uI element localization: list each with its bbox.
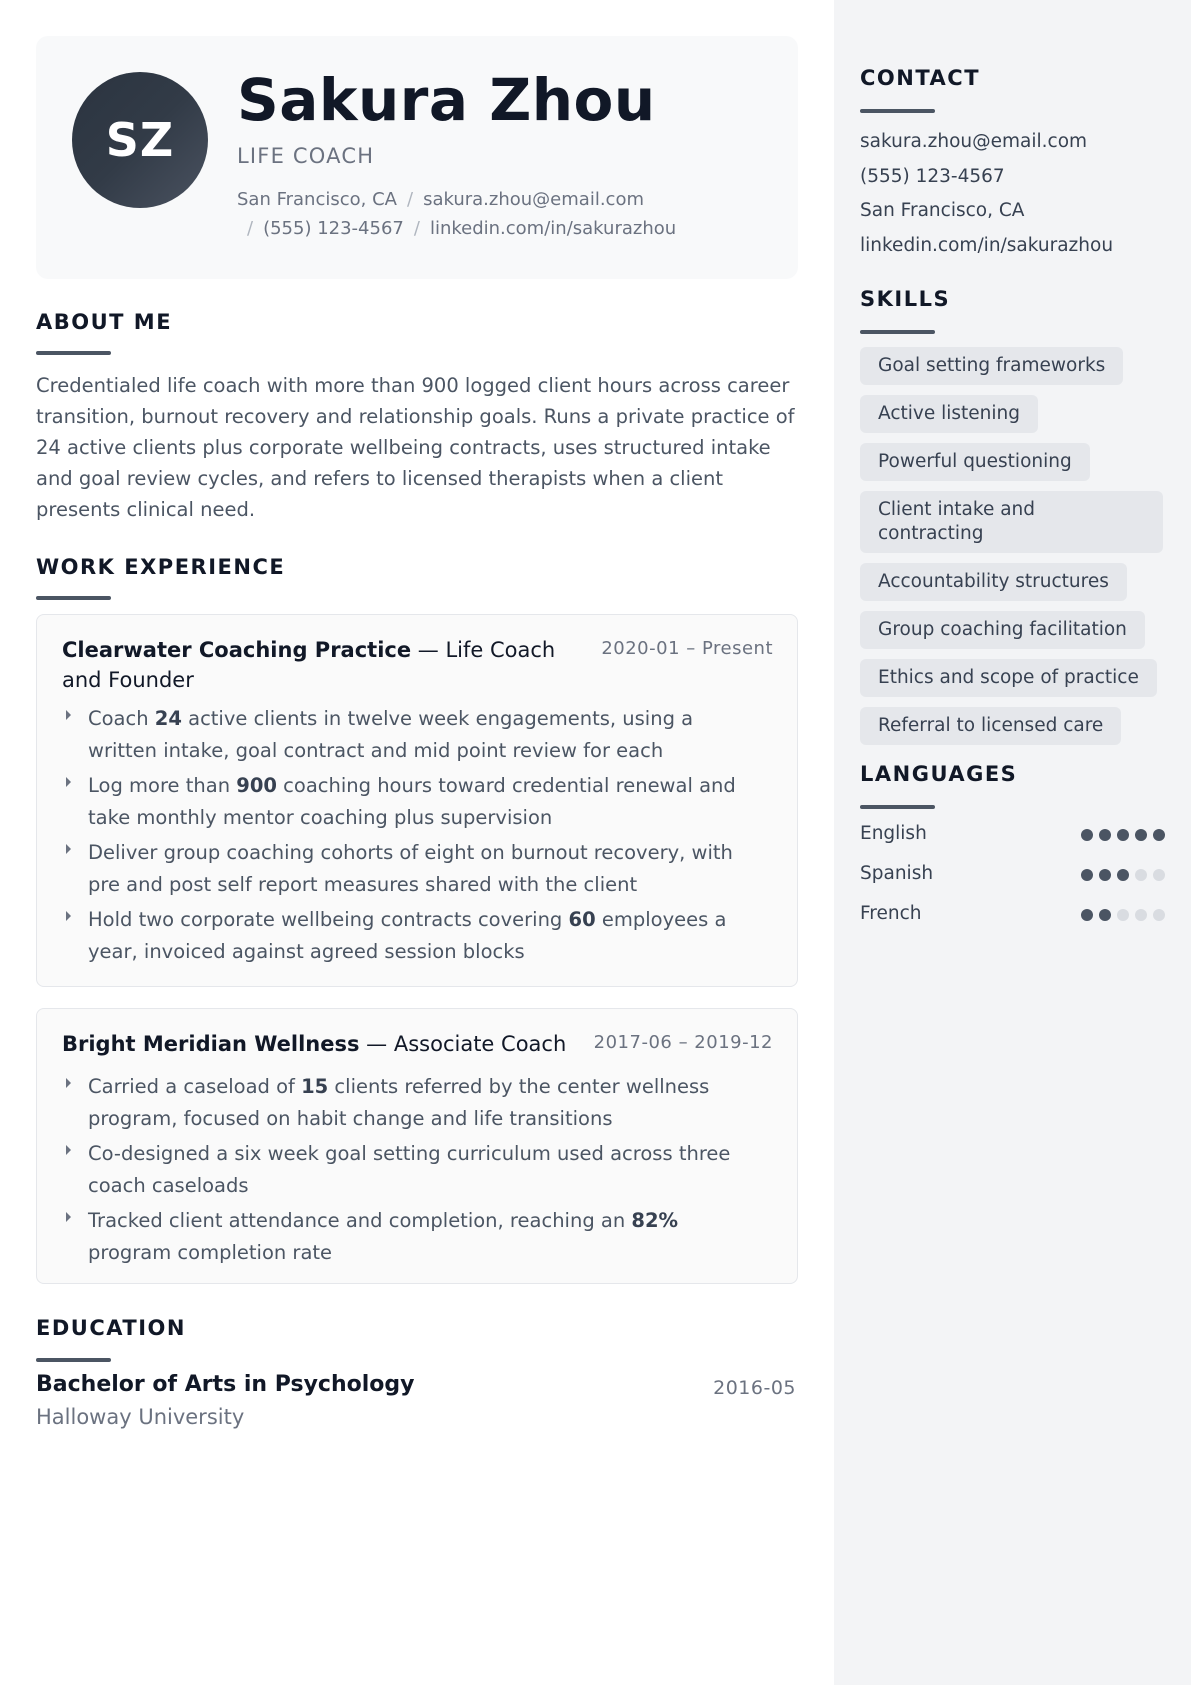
job-bullet: Tracked client attendance and completion, reaching an 82% program completion rate bbox=[62, 1205, 762, 1268]
contact-heading-underline bbox=[860, 109, 935, 113]
proficiency-dot-filled bbox=[1081, 869, 1093, 881]
job-company: Clearwater Coaching Practice bbox=[62, 638, 412, 662]
proficiency-dot-filled bbox=[1081, 829, 1093, 841]
experience-heading: WORK EXPERIENCE bbox=[36, 555, 286, 579]
header-linkedin[interactable]: linkedin.com/in/sakurazhou bbox=[429, 218, 677, 239]
job-bullet: Carried a caseload of 15 clients referred by the center wellness program, focused on habit change and life transitions bbox=[62, 1071, 762, 1134]
proficiency-dot-filled bbox=[1153, 829, 1165, 841]
job-bullets bbox=[62, 703, 762, 971]
separator: / bbox=[247, 218, 254, 239]
contact-phone[interactable]: (555) 123-4567 bbox=[860, 165, 1005, 187]
job-position: — Life Coach and Founder bbox=[62, 638, 556, 692]
contact-linkedin[interactable]: linkedin.com/in/sakurazhou bbox=[860, 234, 1114, 256]
job-title: LIFE COACH bbox=[237, 144, 375, 168]
bullet-arrow-icon bbox=[66, 844, 71, 854]
education-date: 2016-05 bbox=[713, 1377, 796, 1399]
proficiency-dots bbox=[1081, 909, 1165, 921]
skill-chip: Referral to licensed care bbox=[860, 707, 1121, 745]
bullet-arrow-icon bbox=[66, 911, 71, 921]
skills-heading: SKILLS bbox=[860, 287, 951, 311]
job-heading bbox=[62, 1029, 582, 1059]
avatar: SZ bbox=[72, 72, 208, 208]
header-contact-line-1 bbox=[237, 189, 644, 210]
skill-chip: Powerful questioning bbox=[860, 443, 1090, 481]
language-row bbox=[860, 863, 1165, 903]
job-bullet: Hold two corporate wellbeing contracts covering 60 employees a year, invoiced against agreed session blocks bbox=[62, 904, 762, 967]
proficiency-dot-empty bbox=[1153, 869, 1165, 881]
proficiency-dot-empty bbox=[1153, 909, 1165, 921]
header-email[interactable]: sakura.zhou@email.com bbox=[423, 189, 644, 210]
job-bullet: Log more than 900 coaching hours toward credential renewal and take monthly mentor coaching plus supervision bbox=[62, 770, 762, 833]
proficiency-dots bbox=[1081, 869, 1165, 881]
contact-list bbox=[860, 125, 1113, 263]
bullet-arrow-icon bbox=[66, 1212, 71, 1222]
bullet-arrow-icon bbox=[66, 777, 71, 787]
proficiency-dot-filled bbox=[1081, 909, 1093, 921]
skills-heading-underline bbox=[860, 330, 935, 334]
contact-heading: CONTACT bbox=[860, 66, 981, 90]
skill-chip: Accountability structures bbox=[860, 563, 1127, 601]
job-heading bbox=[62, 635, 562, 695]
header-phone[interactable]: (555) 123-4567 bbox=[263, 218, 404, 239]
about-heading-underline bbox=[36, 351, 111, 355]
about-heading: ABOUT ME bbox=[36, 310, 173, 334]
bullet-arrow-icon bbox=[66, 1145, 71, 1155]
proficiency-dots bbox=[1081, 829, 1165, 841]
education-school: Halloway University bbox=[36, 1405, 245, 1429]
proficiency-dot-empty bbox=[1135, 909, 1147, 921]
separator: / bbox=[413, 218, 420, 239]
header-location: San Francisco, CA bbox=[237, 189, 397, 210]
language-name: French bbox=[860, 903, 922, 924]
proficiency-dot-filled bbox=[1099, 829, 1111, 841]
job-card bbox=[36, 614, 798, 987]
language-row bbox=[860, 903, 1165, 943]
about-text: Credentialed life coach with more than 900 logged client hours across career transition, burnout recovery and relationship goals. Runs a private practice of 24 active clients plus corporate wellbeing contracts, uses structured intake and goal review cycles, and refers to licensed therapists when a client presents clinical need. bbox=[36, 374, 795, 521]
contact-location: San Francisco, CA bbox=[860, 200, 1025, 221]
skill-chip: Group coaching facilitation bbox=[860, 611, 1145, 649]
education-heading-underline bbox=[36, 1358, 111, 1362]
bullet-arrow-icon bbox=[66, 1078, 71, 1088]
job-company: Bright Meridian Wellness bbox=[62, 1032, 360, 1056]
sidebar bbox=[834, 0, 1191, 1685]
language-name: English bbox=[860, 823, 927, 844]
skill-chip: Active listening bbox=[860, 395, 1038, 433]
skill-chip: Goal setting frameworks bbox=[860, 347, 1123, 385]
job-dates: 2020-01 – Present bbox=[601, 638, 773, 659]
proficiency-dot-filled bbox=[1135, 829, 1147, 841]
experience-heading-underline bbox=[36, 596, 111, 600]
candidate-name: Sakura Zhou bbox=[237, 66, 656, 134]
job-bullets bbox=[62, 1071, 762, 1272]
header-contact-line-2 bbox=[247, 218, 676, 239]
job-dates: 2017-06 – 2019-12 bbox=[593, 1032, 773, 1053]
proficiency-dot-empty bbox=[1135, 869, 1147, 881]
job-bullet: Co-designed a six week goal setting curriculum used across three coach caseloads bbox=[62, 1138, 762, 1201]
job-bullet: Deliver group coaching cohorts of eight on burnout recovery, with pre and post self report measures shared with the client bbox=[62, 837, 762, 900]
contact-email[interactable]: sakura.zhou@email.com bbox=[860, 131, 1088, 152]
languages-list bbox=[860, 823, 1165, 943]
job-card bbox=[36, 1008, 798, 1284]
proficiency-dot-filled bbox=[1099, 869, 1111, 881]
header-card bbox=[36, 36, 798, 279]
bullet-arrow-icon bbox=[66, 710, 71, 720]
separator: / bbox=[406, 189, 414, 210]
skill-chip: Client intake and contracting bbox=[860, 491, 1163, 553]
languages-heading-underline bbox=[860, 805, 935, 809]
language-row bbox=[860, 823, 1165, 863]
proficiency-dot-filled bbox=[1099, 909, 1111, 921]
job-position: — Associate Coach bbox=[359, 1032, 567, 1056]
skill-chip: Ethics and scope of practice bbox=[860, 659, 1157, 697]
education-degree: Bachelor of Arts in Psychology bbox=[36, 1372, 415, 1397]
skills-list bbox=[860, 347, 1165, 755]
proficiency-dot-filled bbox=[1117, 869, 1129, 881]
job-bullet: Coach 24 active clients in twelve week engagements, using a written intake, goal contract and mid point review for each bbox=[62, 703, 762, 766]
proficiency-dot-empty bbox=[1117, 909, 1129, 921]
languages-heading: LANGUAGES bbox=[860, 762, 1018, 786]
proficiency-dot-filled bbox=[1117, 829, 1129, 841]
language-name: Spanish bbox=[860, 863, 934, 884]
education-heading: EDUCATION bbox=[36, 1316, 186, 1340]
